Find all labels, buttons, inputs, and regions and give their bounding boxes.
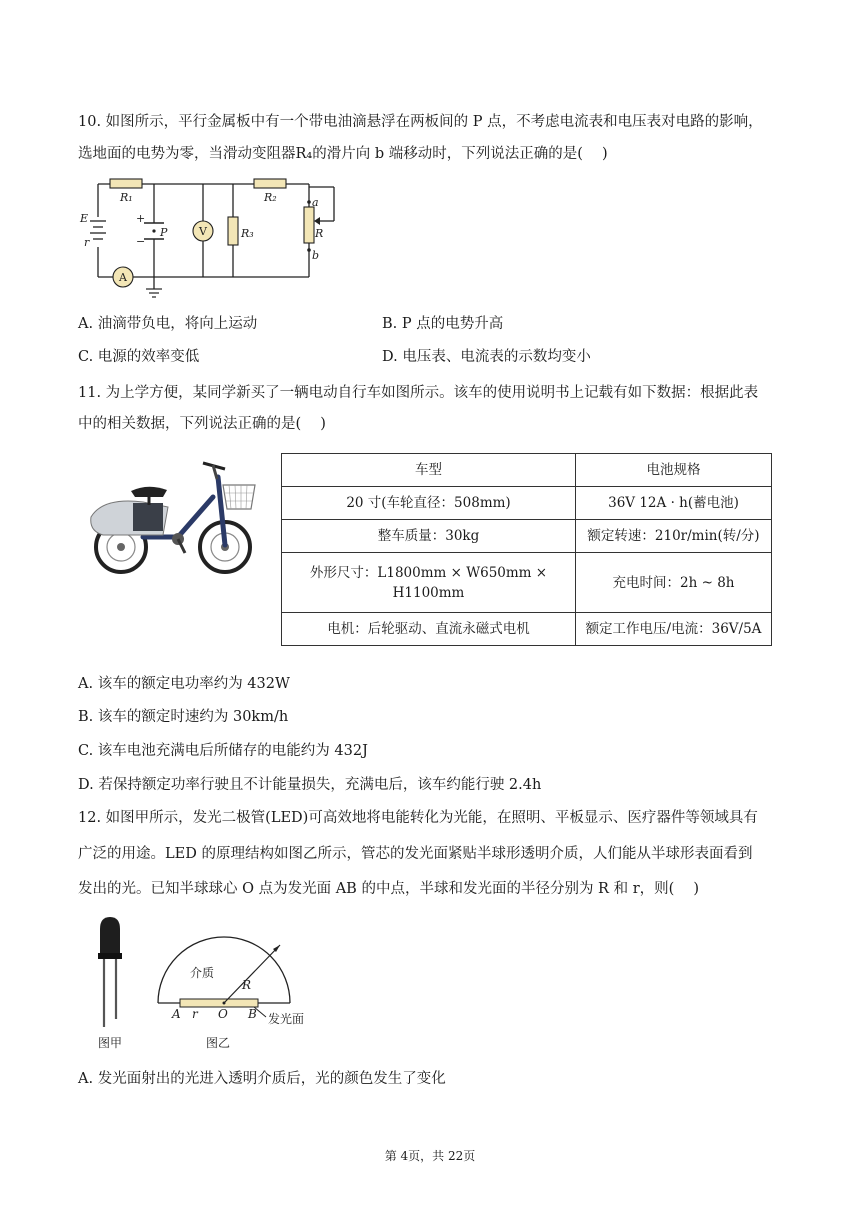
spec-dimensions-line2: H1100mm xyxy=(392,584,465,601)
q11-option-a: A. 该车的额定电功率约为 432W xyxy=(78,676,290,692)
label-e: E xyxy=(80,212,89,225)
q10-stem-line2: 选地面的电势为零，当滑动变阻器R₄的滑片向 b 端移动时，下列说法正确的是( ) xyxy=(78,146,608,162)
q10-stem-line1: 10. 如图所示，平行金属板中有一个带电油滴悬浮在两板间的 P 点，不考虑电流表和电压表对电路的影响， xyxy=(78,114,763,130)
spec-battery: 36V 12A · h(蓄电池) xyxy=(576,487,772,520)
label-voltmeter: V xyxy=(199,225,207,238)
ebike-spec-table xyxy=(281,453,772,646)
spec-dimensions-line1: 外形尺寸：L1800mm × W650mm × xyxy=(309,564,548,581)
led-figure-jia xyxy=(88,915,138,1055)
q11-option-d: D. 若保持额定功率行驶且不计能量损失，充满电后，该车约能行驶 2.4h xyxy=(78,777,542,793)
spec-motor: 电机：后轮驱动、直流永磁式电机 xyxy=(282,613,576,646)
label-small-r: r xyxy=(84,236,90,249)
label-minus: − xyxy=(136,235,146,248)
label-p: P xyxy=(160,226,168,239)
label-medium: 介质 xyxy=(190,966,215,980)
spec-dimensions xyxy=(282,553,576,613)
label-point-o: O xyxy=(218,1007,228,1021)
q10-option-b: B. P 点的电势升高 xyxy=(382,316,504,332)
spec-header-model: 车型 xyxy=(282,454,576,487)
label-r2: R₂ xyxy=(264,191,277,204)
label-r3: R₃ xyxy=(241,227,254,240)
spec-header-battery: 电池规格 xyxy=(576,454,772,487)
q10-circuit-diagram xyxy=(78,175,348,305)
label-big-r: R xyxy=(242,978,252,992)
q10-option-c: C. 电源的效率变低 xyxy=(78,349,200,365)
label-fig-jia: 图甲 xyxy=(98,1036,123,1050)
q12-option-a: A. 发光面射出的光进入透明介质后，光的颜色发生了变化 xyxy=(78,1071,446,1087)
label-emitting-surface: 发光面 xyxy=(268,1012,305,1026)
spec-charge-time: 充电时间：2h ~ 8h xyxy=(576,553,772,613)
label-point-b: B xyxy=(248,1007,257,1021)
spec-wheel-size: 20 寸(车轮直径：508mm) xyxy=(282,487,576,520)
spec-rated-speed: 额定转速：210r/min(转/分) xyxy=(576,520,772,553)
q11-stem-line2: 中的相关数据，下列说法正确的是( ) xyxy=(78,416,326,432)
q11-stem-line1: 11. 为上学方便，某同学新买了一辆电动自行车如图所示。该车的使用说明书上记载有如下数据：根据此表 xyxy=(78,385,759,401)
label-plus: + xyxy=(136,212,146,225)
spec-rated-voltage-current: 额定工作电压/电流：36V/5A xyxy=(576,613,772,646)
q11-option-c: C. 该车电池充满电后所储存的电能约为 432J xyxy=(78,743,368,759)
q12-stem-line1: 12. 如图甲所示，发光二极管(LED)可高效地将电能转化为光能，在照明、平板显示、医疗器件等领域具有 xyxy=(78,810,758,826)
page-footer: 第 4页，共 22页 xyxy=(384,1149,476,1163)
label-fig-yi: 图乙 xyxy=(206,1036,231,1050)
label-r1: R₁ xyxy=(120,191,133,204)
spec-mass: 整车质量：30kg xyxy=(282,520,576,553)
q12-stem-line3: 发出的光。已知半球球心 O 点为发光面 AB 的中点，半球和发光面的半径分别为 R 和 r，则( ) xyxy=(78,881,700,897)
label-small-r: r xyxy=(192,1007,198,1021)
led-structure-figure-yi xyxy=(150,915,340,1055)
label-a: a xyxy=(312,196,319,209)
q11-option-b: B. 该车的额定时速约为 30km/h xyxy=(78,709,289,725)
q12-stem-line2: 广泛的用途。LED 的原理结构如图乙所示，管芯的发光面紧贴半球形透明介质，人们能从半球形表面看到 xyxy=(78,846,753,862)
q10-option-a: A. 油滴带负电，将向上运动 xyxy=(78,316,258,332)
electric-bike-image xyxy=(83,457,258,582)
label-r: R xyxy=(315,227,324,240)
q10-option-d: D. 电压表、电流表的示数均变小 xyxy=(382,349,591,365)
label-point-a: A xyxy=(172,1007,181,1021)
label-ammeter: A xyxy=(119,271,127,284)
label-b: b xyxy=(312,249,320,262)
